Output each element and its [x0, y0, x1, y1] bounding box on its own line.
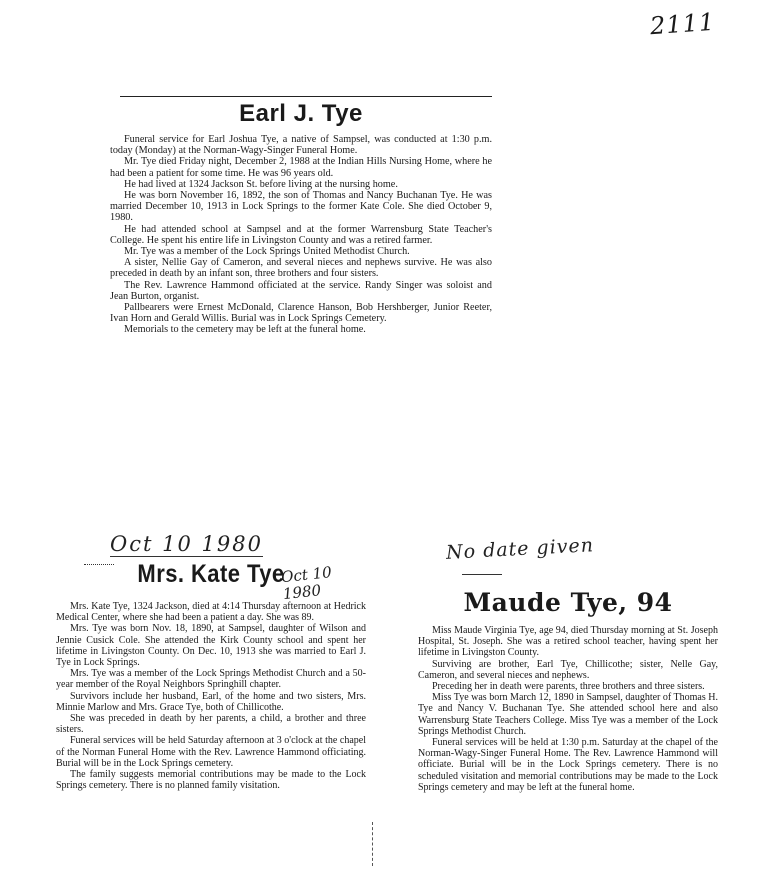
earl-paragraph: He was born November 16, 1892, the son of Thomas and Nancy Buchanan Tye. He was married December 10, 1913 in Lock Springs to the former Kate Cole. She died October 9, 1980.	[110, 190, 492, 224]
earl-paragraph: The Rev. Lawrence Hammond officiated at the service. Randy Singer was soloist and Jean Burton, organist.	[110, 279, 492, 302]
maude-obituary-title: Maude Tye, 94	[463, 588, 673, 617]
maude-paragraph: Funeral services will be held at 1:30 p.m. Saturday at the chapel of the Norman-Wagy-Singer Funeral Home. The Rev. Lawrence Hammond will officiate. Burial will be in the Lock Springs cemetery. There is no scheduled visitation and memorial contributions may be made to the Lock Springs cemetery and may be left at the funeral home.	[418, 737, 718, 793]
maude-obituary-clipping	[418, 588, 718, 793]
maude-paragraph: Preceding her in death were parents, three brothers and three sisters.	[432, 681, 705, 693]
kate-paragraph: Survivors include her husband, Earl, of the home and two sisters, Mrs. Minnie Marlow and Mrs. Grace Tye, both of Chillicothe.	[56, 690, 366, 713]
earl-top-rule	[120, 96, 492, 97]
earl-paragraph: Memorials to the cemetery may be left at the funeral home.	[124, 324, 366, 336]
kate-paragraph: Mrs. Tye was born Nov. 18, 1890, at Sampsel, daughter of Wilson and Jennie Cusick Cole. She attended the Kirk County school and spent her lifetime in Livingston County. On Dec. 10, 1913 she was married to Earl J. Tye in Lock Springs.	[56, 623, 366, 669]
earl-obituary-title: Earl J. Tye	[239, 100, 363, 127]
earl-paragraph: He had attended school at Sampsel and at the former Warrensburg State Teacher's College. He spent his entire life in Livingston County and was a retired farmer.	[110, 223, 492, 246]
earl-paragraph: Pallbearers were Ernest McDonald, Clarence Hanson, Bob Hershberger, Junior Reeter, Ivan Horn and Gerald Willis. Burial was in Lock Springs Cemetery.	[110, 302, 492, 325]
page-number: 2111	[649, 7, 716, 41]
kate-paragraph: Mrs. Kate Tye, 1324 Jackson, died at 4:14 Thursday afternoon at Hedrick Medical Center, where she had been a patient a day. She was 89.	[56, 601, 366, 624]
kate-obituary-title: Mrs. Kate Tye	[137, 560, 285, 588]
earl-obituary-clipping	[110, 100, 492, 336]
maude-paragraph: Miss Maude Virginia Tye, age 94, died Thursday morning at St. Joseph Hospital, St. Joseph. She was a retired school teacher, having spent her lifetime in Livingston County.	[418, 625, 718, 659]
earl-paragraph: Mr. Tye was a member of the Lock Springs United Methodist Church.	[124, 246, 410, 258]
earl-paragraph: Funeral service for Earl Joshua Tye, a native of Sampsel, was conducted at 1:30 p.m. today (Monday) at the Norman-Wagy-Singer Funeral Home.	[110, 134, 492, 157]
maude-short-rule	[462, 574, 502, 575]
kate-handwritten-date: Oct 10 1980	[110, 532, 263, 556]
kate-paragraph: She was preceded in death by her parents, a child, a brother and three sisters.	[56, 713, 366, 736]
maude-paragraph: Surviving are brother, Earl Tye, Chillicothe; sister, Nelle Gay, Cameron, and several nieces and nephews.	[418, 658, 718, 681]
earl-paragraph: He had lived at 1324 Jackson St. before living at the nursing home.	[124, 178, 398, 190]
earl-paragraph: Mr. Tye died Friday night, December 2, 1988 at the Indian Hills Nursing Home, where he had been a patient for some time. He was 96 years old.	[110, 156, 492, 179]
maude-handwritten-note: No date given	[445, 534, 595, 564]
kate-paragraph: Mrs. Tye was a member of the Lock Springs Methodist Church and a 50-year member of the Royal Neighbors Springhill chapter.	[56, 668, 366, 691]
maude-paragraph: Miss Tye was born March 12, 1890 in Sampsel, daughter of Thomas H. Tye and Nancy V. Buchanan Tye. She attended school here and also Warrensburg State Teachers College. Miss Tye was a member of the Lock Springs Methodist Church.	[418, 692, 718, 737]
kate-paragraph: The family suggests memorial contributions may be made to the Lock Springs cemetery. There is no planned family visitation.	[56, 769, 366, 792]
earl-paragraph: A sister, Nellie Gay of Cameron, and several nieces and nephews survive. He was also preceded in death by an infant son, three brothers and four sisters.	[110, 257, 492, 280]
kate-margin-mark	[372, 822, 373, 866]
kate-paragraph: Funeral services will be held Saturday afternoon at 3 o'clock at the chapel of the Norman Funeral Home with the Rev. Lawrence Hammond officiating. Burial will be in the Lock Springs cemetery.	[56, 735, 366, 769]
kate-title-handwritten-note: Oct 10 1980	[280, 563, 333, 604]
